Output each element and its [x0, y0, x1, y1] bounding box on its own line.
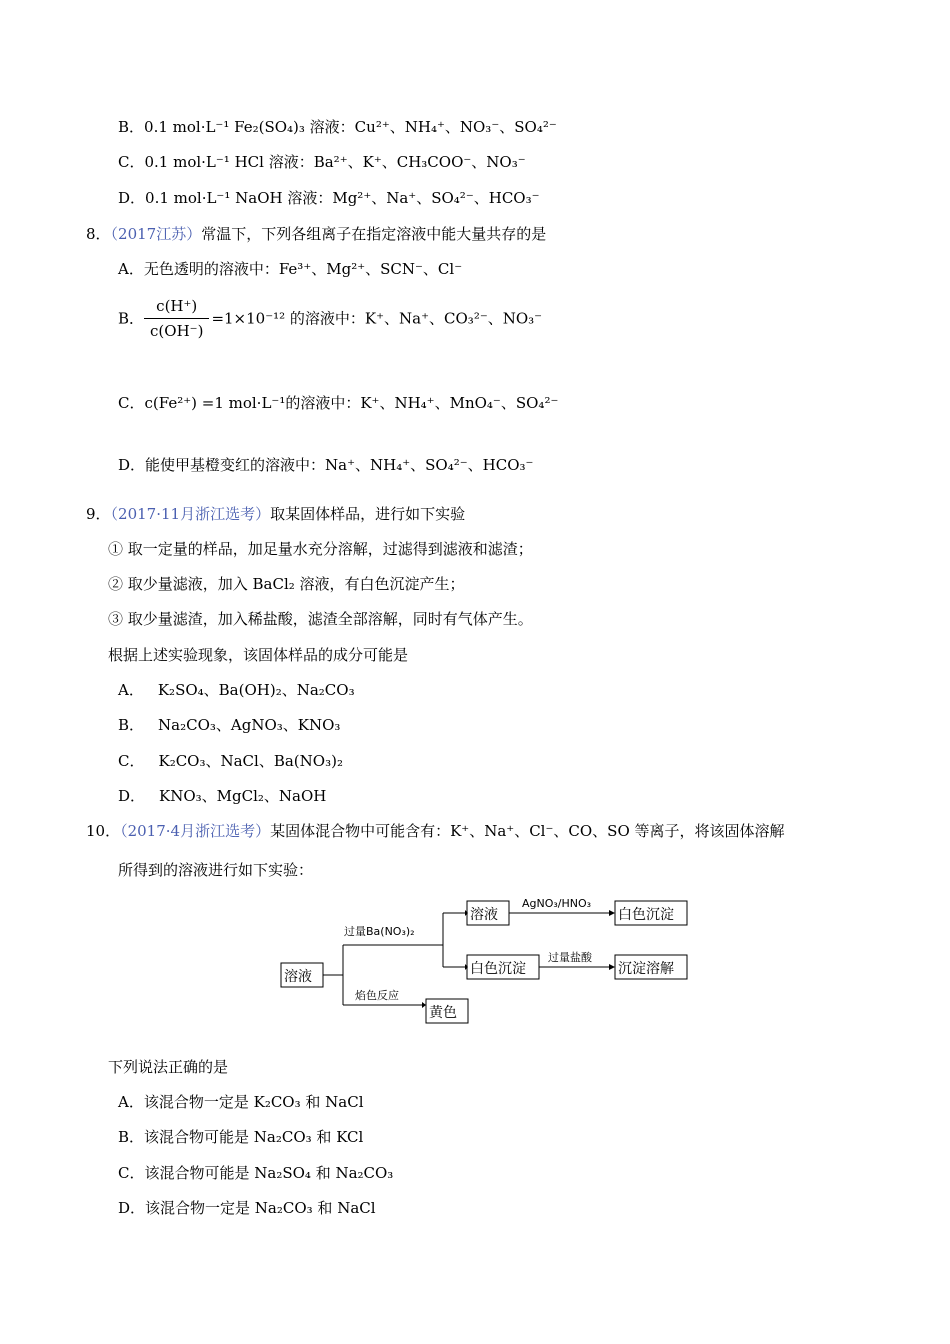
q7-option-b-text: 0.1 mol·L⁻¹ Fe₂(SO₄)₃ 溶液：Cu²⁺、NH₄⁺、NO₃⁻、SO₄²⁻	[144, 118, 557, 136]
q8-option-d-text: 能使甲基橙变红的溶液中：Na⁺、NH₄⁺、SO₄²⁻、HCO₃⁻	[145, 456, 534, 474]
q9-option-d-letter: D．	[118, 787, 146, 805]
flow-filtrate-label: 溶液	[470, 907, 498, 923]
flow-reagent3-label: 过量盐酸	[548, 951, 592, 964]
flow-result2-label: 沉淀溶解	[618, 961, 674, 977]
q8-stem	[86, 224, 546, 244]
q8-option-d	[118, 455, 533, 475]
q10-option-a-letter: A．	[118, 1093, 144, 1111]
q7-option-c-letter: C．	[118, 153, 145, 171]
q9-question: 根据上述实验现象，该固体样品的成分可能是	[108, 646, 409, 664]
q8-option-d-letter: D．	[118, 456, 146, 474]
flow-start-label: 溶液	[284, 969, 312, 985]
q9-option-b-letter: B．	[118, 716, 145, 734]
q9-step-2: ② 取少量滤液，加入 BaCl₂ 溶液，有白色沉淀产生；	[108, 575, 465, 593]
q8-source: （2017江苏）	[110, 225, 202, 243]
q9-source: （2017·11月浙江选考）	[110, 505, 271, 523]
q8-stem-text: 常温下，下列各组离子在指定溶液中能大量共存的是	[201, 225, 547, 243]
q8-option-b-letter: B．	[118, 309, 145, 328]
q10-option-d-text: 该混合物一定是 Na₂CO₃ 和 NaCl	[145, 1199, 376, 1217]
flow-reagent4-label: 焰色反应	[355, 989, 399, 1002]
flow-precipitate-label: 白色沉淀	[470, 961, 526, 977]
q10-stem	[86, 821, 785, 841]
q10-option-d	[118, 1198, 376, 1218]
q10-option-b	[118, 1127, 363, 1147]
q8-option-c-letter: C．	[118, 394, 145, 412]
flow-reagent2-label: AgNO₃/HNO₃	[522, 897, 592, 910]
q10-option-c-letter: C．	[118, 1164, 145, 1182]
q10-option-d-letter: D．	[118, 1199, 146, 1217]
q8-option-b-numerator: c(H⁺)	[144, 296, 209, 319]
q10-source: （2017·4月浙江选考）	[120, 822, 271, 840]
q9-option-a-letter: A．	[118, 681, 144, 699]
q8-option-b-text: =1×10⁻¹² 的溶液中：K⁺、Na⁺、CO₃²⁻、NO₃⁻	[211, 309, 543, 328]
q10-question: 下列说法正确的是	[108, 1058, 229, 1076]
q8-option-b-denominator: c(OH⁻)	[150, 322, 204, 340]
q9-option-a-text: K₂SO₄、Ba(OH)₂、Na₂CO₃	[157, 681, 355, 699]
flow-result1-label: 白色沉淀	[618, 907, 674, 923]
q7-option-b	[118, 117, 557, 137]
q10-number: 10．	[86, 822, 121, 840]
q10-option-c	[118, 1163, 393, 1183]
q8-option-a	[118, 259, 462, 279]
q9-option-b	[118, 715, 340, 735]
q9-stem	[86, 504, 465, 524]
q10-option-a	[118, 1092, 364, 1112]
q7-option-c	[118, 152, 526, 172]
flow-reagent1-label: 过量Ba(NO₃)₂	[344, 925, 415, 938]
q9-option-c-text: K₂CO₃、NaCl、Ba(NO₃)₂	[158, 752, 343, 770]
q10-option-c-text: 该混合物可能是 Na₂SO₄ 和 Na₂CO₃	[144, 1164, 394, 1182]
q9-option-a	[118, 680, 355, 700]
q10-option-b-text: 该混合物可能是 Na₂CO₃ 和 KCl	[144, 1128, 364, 1146]
q9-option-d-text: KNO₃、MgCl₂、NaOH	[159, 787, 327, 805]
q8-option-a-text: 无色透明的溶液中：Fe³⁺、Mg²⁺、SCN⁻、Cl⁻	[143, 260, 463, 278]
q8-option-b-fraction	[144, 296, 209, 341]
q9-stem-text: 取某固体样品，进行如下实验	[270, 505, 466, 523]
q10-stem-continued: 所得到的溶液进行如下实验：	[118, 861, 314, 879]
q9-option-c-letter: C．	[118, 752, 145, 770]
q7-option-b-letter: B．	[118, 118, 145, 136]
q9-option-d	[118, 786, 326, 806]
q9-number: 9．	[86, 505, 111, 523]
q8-option-c	[118, 393, 558, 413]
q10-stem-text: 某固体混合物中可能含有：K⁺、Na⁺、Cl⁻、CO、SO 等离子，将该固体溶解	[270, 822, 785, 840]
q10-flow-diagram	[278, 893, 708, 1028]
q9-step-3: ③ 取少量滤渣，加入稀盐酸，滤渣全部溶解，同时有气体产生。	[108, 610, 533, 628]
q7-option-d	[118, 188, 540, 208]
q7-option-d-letter: D．	[118, 189, 146, 207]
q7-option-c-text: 0.1 mol·L⁻¹ HCl 溶液：Ba²⁺、K⁺、CH₃COO⁻、NO₃⁻	[144, 153, 526, 171]
q9-step-1: ① 取一定量的样品，加足量水充分溶解，过滤得到滤液和滤渣；	[108, 540, 533, 558]
q8-option-a-letter: A．	[118, 260, 144, 278]
q8-option-c-text: c(Fe²⁺) =1 mol·L⁻¹的溶液中：K⁺、NH₄⁺、MnO₄⁻、SO₄²⁻	[144, 394, 559, 412]
q7-option-d-text: 0.1 mol·L⁻¹ NaOH 溶液：Mg²⁺、Na⁺、SO₄²⁻、HCO₃⁻	[145, 189, 540, 207]
q8-option-b	[118, 296, 542, 341]
q9-option-c	[118, 751, 343, 771]
flow-result3-label: 黄色	[429, 1005, 457, 1021]
q8-number: 8．	[86, 225, 111, 243]
q10-option-a-text: 该混合物一定是 K₂CO₃ 和 NaCl	[143, 1093, 364, 1111]
q9-option-b-text: Na₂CO₃、AgNO₃、KNO₃	[158, 716, 341, 734]
q10-option-b-letter: B．	[118, 1128, 145, 1146]
